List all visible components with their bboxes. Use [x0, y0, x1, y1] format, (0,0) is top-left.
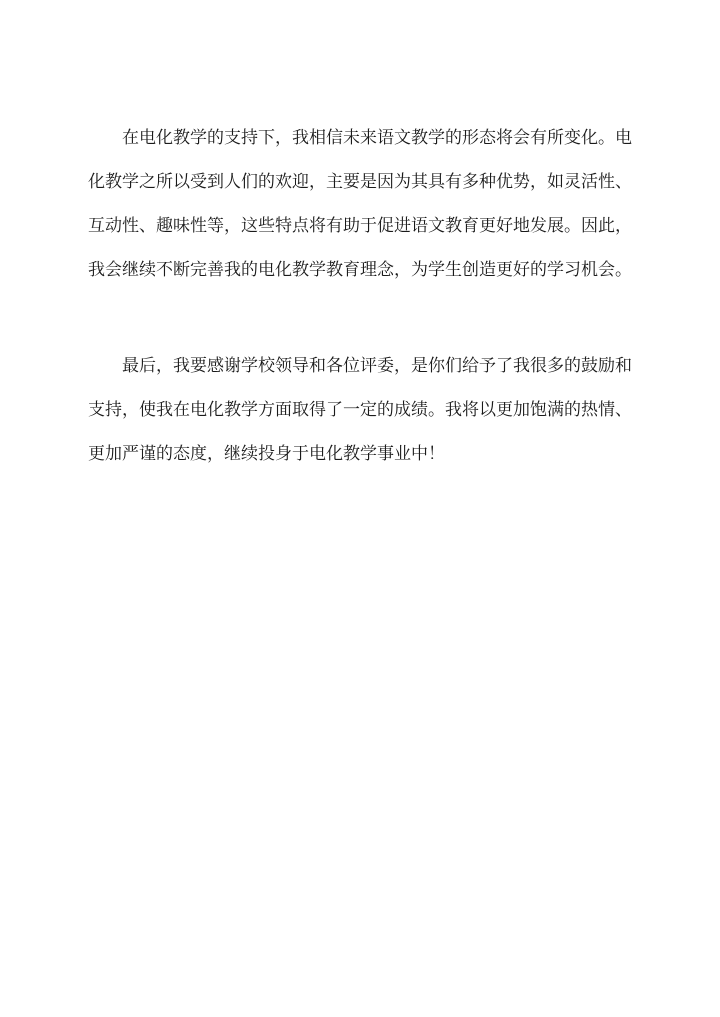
- paragraph-line: 我会继续不断完善我的电化教学教育理念，为学生创造更好的学习机会。: [88, 260, 632, 280]
- paragraph-line: 化教学之所以受到人们的欢迎，主要是因为其具有多种优势，如灵活性、: [88, 172, 632, 192]
- paragraph-line: 在电化教学的支持下，我相信未来语文教学的形态将会有所变化。电: [122, 128, 632, 148]
- paragraph-line: 支持，使我在电化教学方面取得了一定的成绩。我将以更加饱满的热情、: [88, 400, 632, 420]
- paragraph-line: 互动性、趣味性等，这些特点将有助于促进语文教育更好地发展。因此，: [88, 216, 632, 236]
- paragraph-line: 更加严谨的态度，继续投身于电化教学事业中！: [88, 444, 445, 464]
- paragraph-line: 最后，我要感谢学校领导和各位评委，是你们给予了我很多的鼓励和: [122, 356, 632, 376]
